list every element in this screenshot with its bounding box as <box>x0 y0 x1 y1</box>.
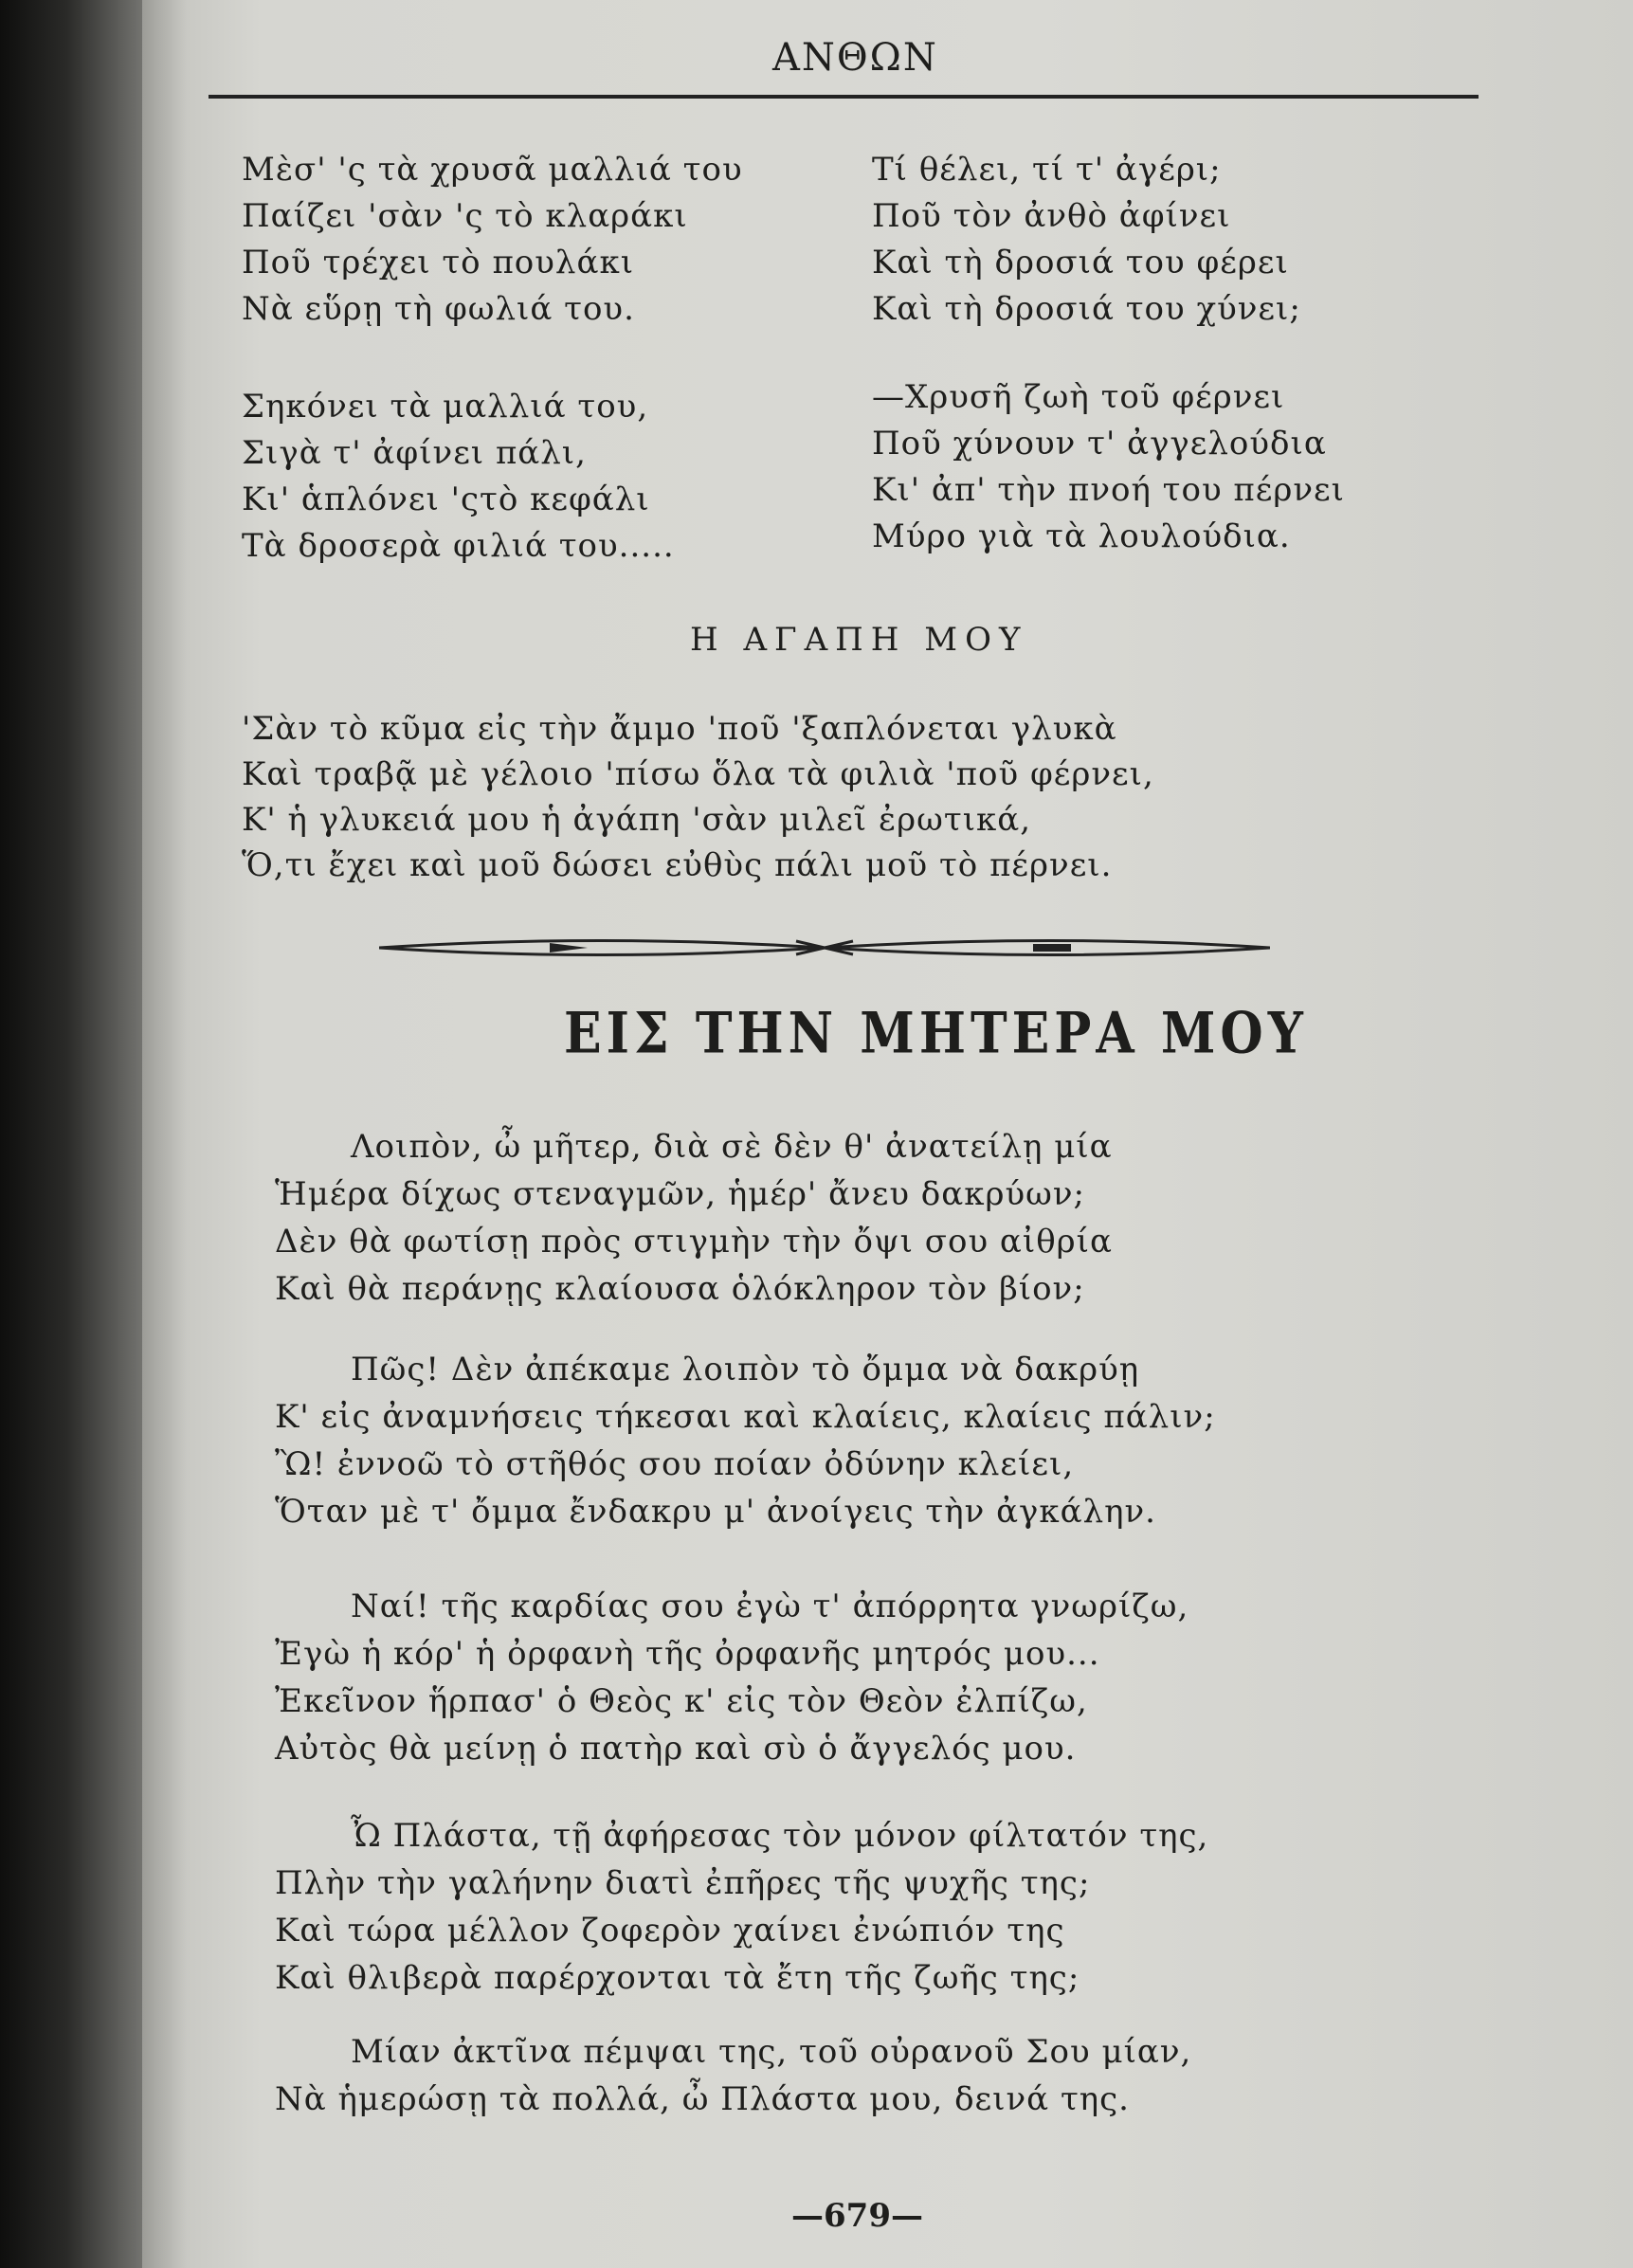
verse-line: Λοιπὸν, ὦ μῆτερ, διὰ σὲ δὲν θ' ἀνατείλῃ μία <box>351 1128 1113 1166</box>
verse-line: Καὶ θὰ περάνῃς κλαίουσα ὁλόκληρον τὸν βίον; <box>275 1270 1085 1308</box>
verse-line: Σιγὰ τ' ἀφίνει πάλι, <box>242 434 587 472</box>
verse-line: Ποῦ τρέχει τὸ πουλάκι <box>242 244 635 281</box>
poem3-stanza-5 <box>275 2028 1191 2123</box>
poem1-right-stanza-2 <box>872 374 1345 560</box>
verse-line: Καὶ τραβᾷ μὲ γέλοιο 'πίσω ὅλα τὰ φιλιὰ 'ποῦ φέρνει, <box>242 755 1154 793</box>
verse-line: Ἐγὼ ἡ κόρ' ἡ ὀρφανὴ τῆς ὀρφανῆς μητρός μου... <box>275 1635 1100 1673</box>
verse-line: Κι' ἁπλόνει 'ςτὸ κεφάλι <box>242 481 650 518</box>
verse-line: —Χρυσῆ ζωὴ τοῦ φέρνει <box>872 378 1285 416</box>
verse-line: Κ' ἡ γλυκειά μου ἡ ἀγάπη 'σὰν μιλεῖ ἐρωτικά, <box>242 801 1032 839</box>
verse-line: Ὦ Πλάστα, τῇ ἀφήρεσας τὸν μόνον φίλτατόν της, <box>351 1817 1209 1855</box>
verse-line: Καὶ τὴ δροσιά του χύνει; <box>872 290 1301 328</box>
page-number: —679— <box>791 2197 923 2235</box>
decorative-ornament-rule <box>379 934 1270 962</box>
verse-line: Τὰ δροσερὰ φιλιά του..... <box>242 527 675 565</box>
verse-line: Κ' εἰς ἀναμνήσεις τήκεσαι καὶ κλαίεις, κλαίεις πάλιν; <box>275 1398 1216 1436</box>
verse-line: Παίζει 'σὰν 'ς τὸ κλαράκι <box>242 197 688 235</box>
poem3-title: ΕΙΣ ΤΗΝ ΜΗΤΕΡΑ ΜΟΥ <box>564 1000 1308 1067</box>
verse-line: Ποῦ χύνουν τ' ἀγγελούδια <box>872 425 1327 463</box>
verse-line: Ὅ,τι ἔχει καὶ μοῦ δώσει εὐθὺς πάλι μοῦ τὸ πέρνει. <box>242 846 1113 884</box>
verse-line: Καὶ τώρα μέλλον ζοφερὸν χαίνει ἐνώπιόν της <box>275 1912 1065 1950</box>
verse-line: Πλὴν τὴν γαλήνην διατὶ ἐπῆρες τῆς ψυχῆς της; <box>275 1864 1091 1902</box>
verse-line: Μὲσ' 'ς τὰ χρυσᾶ μαλλιά του <box>242 151 743 189</box>
verse-line: Δὲν θὰ φωτίσῃ πρὸς στιγμὴν τὴν ὄψι σου αἰθρία <box>275 1223 1113 1261</box>
header-rule <box>209 95 1422 99</box>
verse-line: Αὐτὸς θὰ μείνῃ ὁ πατὴρ καὶ σὺ ὁ ἄγγελός μου. <box>275 1730 1077 1768</box>
verse-line: Καὶ τὴ δροσιά του φέρει <box>872 244 1289 281</box>
verse-line: Ἐκεῖνον ἥρπασ' ὁ Θεὸς κ' εἰς τὸν Θεὸν ἐλπίζω, <box>275 1682 1088 1720</box>
book-page <box>142 0 1633 2268</box>
poem3-stanza-4 <box>275 1812 1208 2002</box>
verse-line: Ποῦ τὸν ἀνθὸ ἀφίνει <box>872 197 1231 235</box>
header-rule-short <box>1384 95 1479 99</box>
poem1-right-stanza-1 <box>872 147 1301 333</box>
poem2-stanza <box>242 706 1154 888</box>
poem1-left-stanza-1 <box>242 147 743 333</box>
verse-line: Τί θέλει, τί τ' ἀγέρι; <box>872 151 1222 189</box>
verse-line: Νὰ ἡμερώσῃ τὰ πολλά, ὦ Πλάστα μου, δεινά της. <box>275 2080 1130 2118</box>
verse-line: Πῶς! Δὲν ἀπέκαμε λοιπὸν τὸ ὄμμα νὰ δακρύῃ <box>351 1351 1140 1388</box>
verse-line: Ναί! τῆς καρδίας σου ἐγὼ τ' ἀπόρρητα γνωρίζω, <box>351 1588 1189 1625</box>
poem2-title: Η ΑΓΑΠΗ ΜΟΥ <box>690 621 1028 659</box>
verse-line: 'Σὰν τὸ κῦμα εἰς τὴν ἄμμο 'ποῦ 'ξαπλόνεται γλυκὰ <box>242 710 1117 748</box>
verse-line: Κι' ἀπ' τὴν πνοή του πέρνει <box>872 471 1345 509</box>
poem3-stanza-3 <box>275 1583 1188 1772</box>
verse-line: Σηκόνει τὰ μαλλιά του, <box>242 388 649 426</box>
book-spine-shadow <box>0 0 166 2268</box>
verse-line: Καὶ θλιβερὰ παρέρχονται τὰ ἔτη τῆς ζωῆς της; <box>275 1959 1080 1997</box>
verse-line: Ἡμέρα δίχως στεναγμῶν, ἡμέρ' ἄνευ δακρύων; <box>275 1175 1085 1213</box>
verse-line: Νὰ εὕρῃ τὴ φωλιά του. <box>242 290 635 328</box>
running-head: ΑΝΘΩΝ <box>772 36 938 80</box>
verse-line: Ὢ! ἐννοῶ τὸ στῆθός σου ποίαν ὀδύνην κλείει, <box>275 1445 1075 1483</box>
verse-line: Μύρο γιὰ τὰ λουλούδια. <box>872 517 1291 555</box>
poem1-left-stanza-2 <box>242 384 675 570</box>
verse-line: Ὅταν μὲ τ' ὄμμα ἔνδακρυ μ' ἀνοίγεις τὴν ἀγκάλην. <box>275 1493 1156 1531</box>
verse-line: Μίαν ἀκτῖνα πέμψαι της, τοῦ οὐρανοῦ Σου μίαν, <box>351 2033 1192 2071</box>
poem3-stanza-2 <box>275 1346 1216 1535</box>
poem3-stanza-1 <box>275 1123 1113 1313</box>
